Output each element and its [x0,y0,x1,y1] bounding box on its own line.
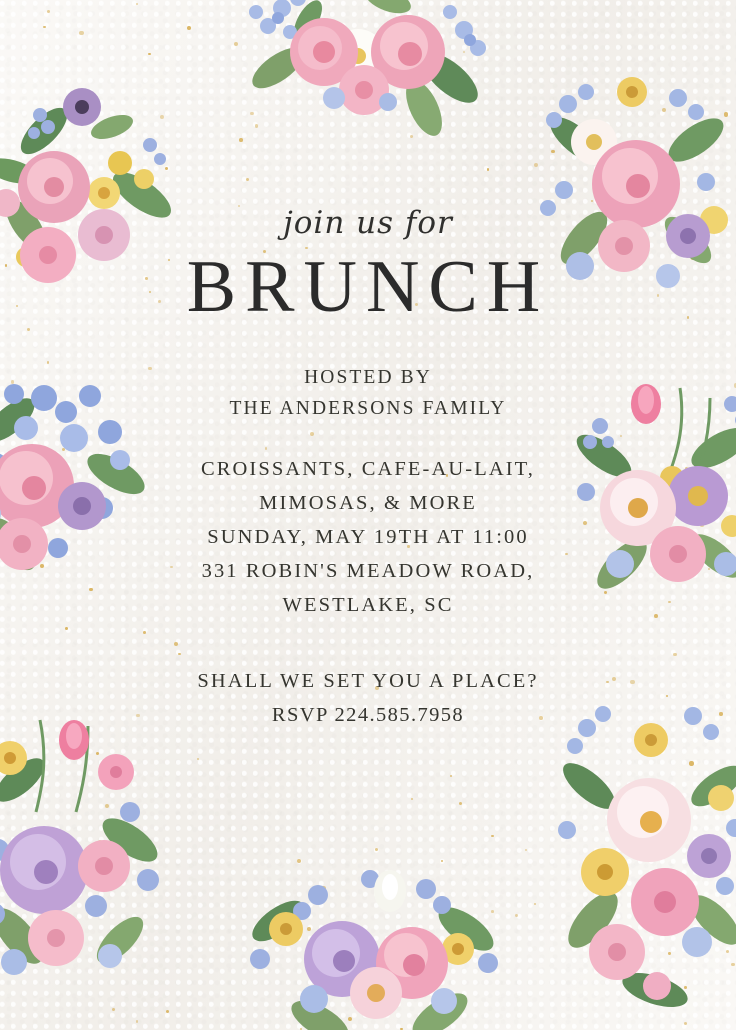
host-name: THE ANDERSONS FAMILY [229,398,507,420]
page-title: BRUNCH [186,246,550,328]
detail-line-datetime: SUNDAY, MAY 19TH AT 11:00 [207,526,529,549]
detail-line-menu-1: CROISSANTS, CAFE-AU-LAIT, [200,458,535,481]
host-section [0,362,736,424]
detail-line-address-2: WESTLAKE, SC [282,594,454,617]
rsvp-question: SHALL WE SET YOU A PLACE? [197,670,539,693]
detail-line-menu-2: MIMOSAS, & MORE [259,492,477,515]
rsvp-phone: RSVP 224.585.7958 [271,704,465,727]
invitation-text-block [0,205,736,732]
detail-line-address-1: 331 ROBIN'S MEADOW ROAD, [201,560,535,583]
rsvp-section [0,664,736,732]
script-subtitle: join us for [283,205,453,241]
details-section [0,452,736,622]
hosted-by-label: HOSTED BY [304,367,432,389]
